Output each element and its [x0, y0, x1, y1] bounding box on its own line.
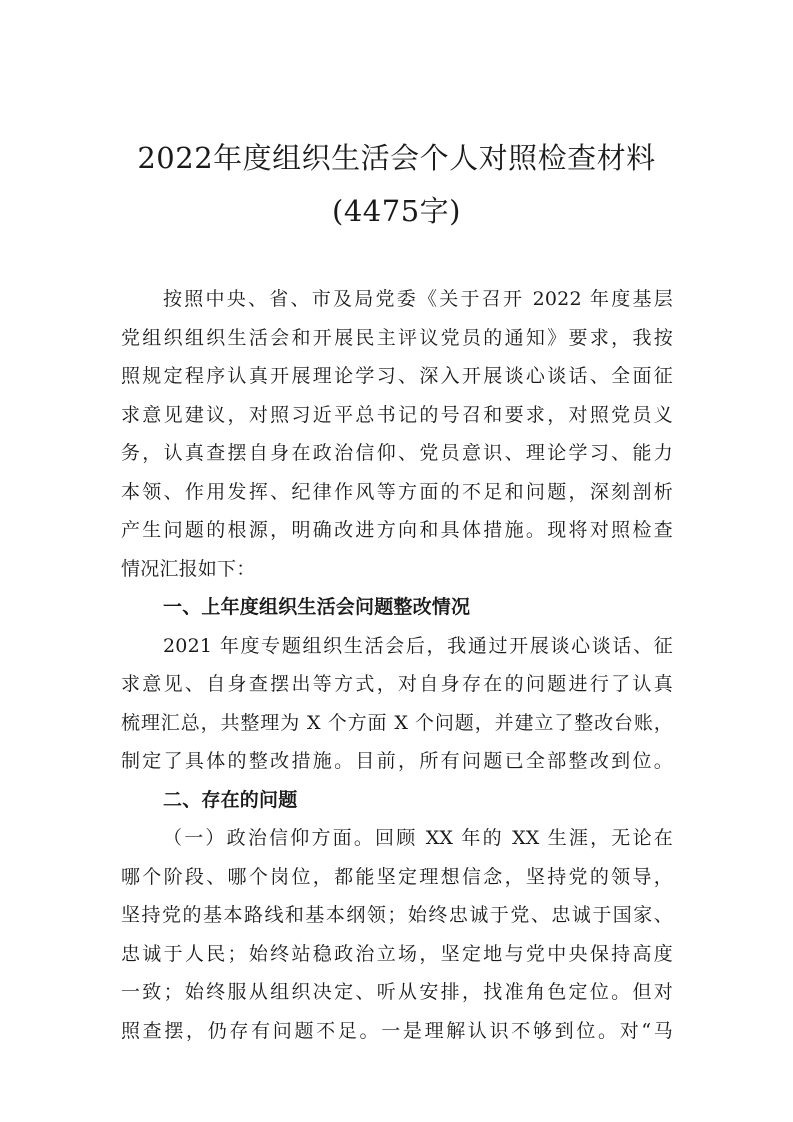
paragraph-line: 产生问题的根源，明确改进方向和具体措施。现将对照检查 — [121, 519, 673, 541]
paragraph-line: 梳理汇总，共整理为 X 个方面 X 个问题，并建立了整改台账， — [121, 711, 673, 734]
paragraph-line: 制定了具体的整改措施。目前，所有问题已全部整改到位。 — [121, 750, 673, 772]
paragraph-line: 按照中央、省、市及局党委《关于召开 2022 年度基层 — [163, 288, 673, 310]
paragraph-line: 忠诚于人民；始终站稳政治立场，坚定地与党中央保持高度 — [121, 942, 673, 965]
paragraph-line: 本领、作用发挥、纪律作风等方面的不足和问题，深刻剖析 — [121, 480, 673, 503]
paragraph-line: 坚持党的基本路线和基本纲领；始终忠诚于党、忠诚于国家、 — [121, 904, 673, 926]
paragraph-line: 照查摆，仍存有问题不足。一是理解认识不够到位。对“马 — [121, 1019, 673, 1042]
paragraph-line: 一致；始终服从组织决定、听从安排，找准角色定位。但对 — [121, 981, 673, 1003]
document-body — [121, 280, 673, 1050]
paragraph-line: 情况汇报如下： — [121, 557, 256, 580]
paragraph-line: 哪个阶段、哪个岗位，都能坚定理想信念，坚持党的领导， — [121, 865, 673, 888]
paragraph-line: 求意见、自身查摆出等方式，对自身存在的问题进行了认真 — [121, 673, 673, 695]
paragraph-line: 2021 年度专题组织生活会后，我通过开展谈心谈话、征 — [163, 634, 673, 657]
section-heading: 二、存在的问题 — [163, 788, 298, 811]
paragraph-line: 党组织组织生活会和开展民主评议党员的通知》要求，我按 — [121, 326, 673, 349]
document-subtitle: (4475字) — [332, 194, 461, 228]
document-title: 2022年度组织生活会个人对照检查材料 — [137, 141, 656, 175]
paragraph-line: 务，认真查摆自身在政治信仰、党员意识、理论学习、能力 — [121, 442, 673, 464]
section-heading: 一、上年度组织生活会问题整改情况 — [163, 596, 471, 618]
paragraph-line: （一）政治信仰方面。回顾 XX 年的 XX 生涯，无论在 — [163, 827, 673, 849]
paragraph-line: 求意见建议，对照习近平总书记的号召和要求，对照党员义 — [121, 403, 673, 426]
paragraph-line: 照规定程序认真开展理论学习、深入开展谈心谈话、全面征 — [121, 365, 673, 387]
